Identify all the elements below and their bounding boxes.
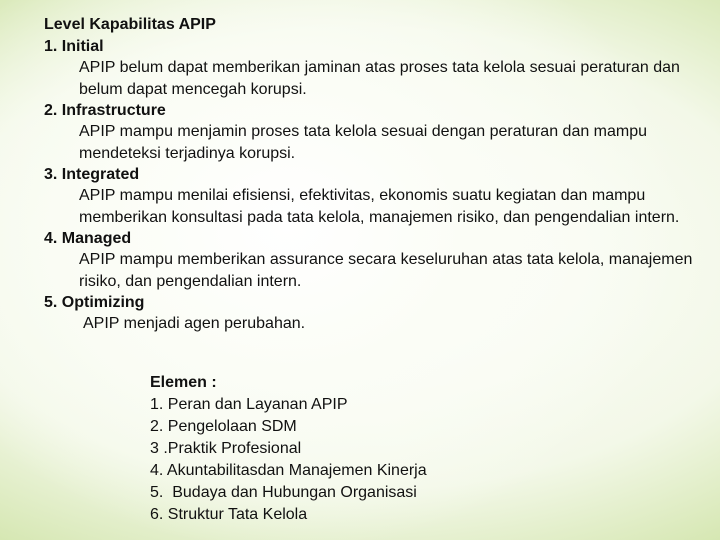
elements-list xyxy=(150,372,570,526)
level-item-initial xyxy=(44,36,694,100)
element-item: 5. Budaya dan Hubungan Organisasi xyxy=(150,484,417,501)
level-heading: 3. Integrated xyxy=(44,166,140,183)
level-description: APIP menjadi agen perubahan. xyxy=(83,315,306,332)
element-item: 2. Pengelolaan SDM xyxy=(150,418,297,435)
level-heading: 5. Optimizing xyxy=(44,294,145,311)
capability-levels-list xyxy=(44,36,694,335)
level-item-optimizing xyxy=(44,292,694,335)
level-description: APIP mampu menjamin proses tata kelola sesuai dengan peraturan dan mampu mendeteksi terjadinya korupsi. xyxy=(79,123,648,162)
element-item: 6. Struktur Tata Kelola xyxy=(150,506,308,523)
level-description: APIP belum dapat memberikan jaminan atas proses tata kelola sesuai peraturan dan belum dapat mencegah korupsi. xyxy=(79,59,680,98)
level-item-infrastructure xyxy=(44,100,694,164)
level-description: APIP mampu menilai efisiensi, efektivitas, ekonomis suatu kegiatan dan mampu memberikan konsultasi pada tata kelola, manajemen risiko, dan pengendalian intern. xyxy=(79,187,680,226)
level-item-managed xyxy=(44,228,694,292)
elements-title: Elemen : xyxy=(150,374,217,391)
level-heading: 2. Infrastructure xyxy=(44,102,166,119)
level-description: APIP mampu memberikan assurance secara keseluruhan atas tata kelola, manajemen risiko, dan pengendalian intern. xyxy=(79,251,693,290)
element-item: 1. Peran dan Layanan APIP xyxy=(150,396,348,413)
level-heading: 4. Managed xyxy=(44,230,132,247)
element-item: 3 .Praktik Profesional xyxy=(150,440,302,457)
element-item: 4. Akuntabilitasdan Manajemen Kinerja xyxy=(150,462,427,479)
level-heading: 1. Initial xyxy=(44,38,104,55)
level-item-integrated xyxy=(44,164,694,228)
page-title: Level Kapabilitas APIP xyxy=(44,16,216,33)
